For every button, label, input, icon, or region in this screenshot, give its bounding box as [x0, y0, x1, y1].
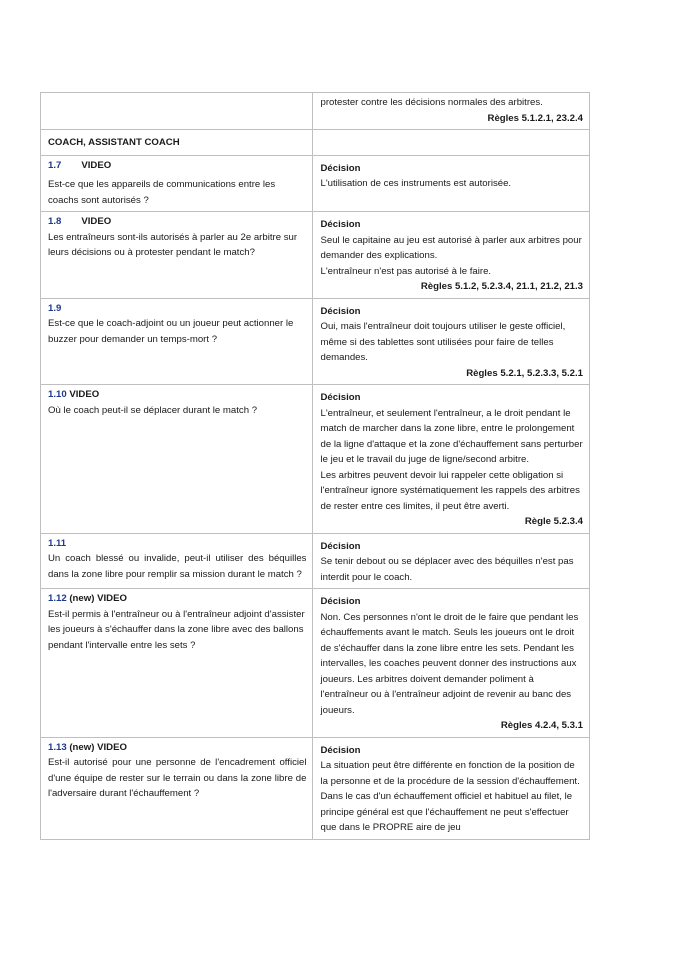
question-text: Est-il permis à l'entraîneur ou à l'entraîneur adjoint d'assister les joueurs à s'échauffer dans la zone libre avec des ballons pendant l'intervalle entre les sets ? [48, 608, 305, 651]
question-number: 1.11 [48, 537, 67, 549]
document-page [40, 92, 590, 840]
rule-reference: Règles 5.2.1, 5.2.3.3, 5.2.1 [466, 367, 583, 379]
answer-text: Non. Ces personnes n'ont le droit de le faire que pendant les échauffements avant le match. Seuls les joueurs ont le droit de s'échauffer dans la zone libre entre les sets. Pendant les intervalles, les coaches peuvent donner des instructions aux joueurs. Les arbitres doivent demander poliment à l'entraîneur ou à l'entraîneur adjoint de revenir au banc des joueurs. [320, 611, 579, 716]
decision-label: Décision [320, 305, 361, 317]
section-row [41, 130, 590, 156]
decision-label: Décision [320, 392, 361, 403]
question-text: Un coach blessé ou invalide, peut-il utiliser des béquilles dans la zone libre pour remplir sa mission durant le match ? [48, 553, 307, 580]
rule-reference: Règle 5.2.3.4 [524, 516, 583, 527]
answer-text: La situation peut être différente en fonction de la position de la personne et de la procédure de la session d'échauffement. [320, 760, 580, 787]
answer-cell [313, 737, 590, 839]
decision-label: Décision [320, 219, 361, 230]
section-title: COACH, ASSISTANT COACH [41, 130, 313, 156]
answer-cell [313, 533, 590, 589]
question-number: 1.9 [48, 302, 62, 314]
answer-text: Seul le capitaine au jeu est autorisé à parler aux arbitres pour demander des explications. [320, 234, 582, 261]
answer-cell [313, 212, 590, 299]
answer-text: L'entraîneur n'est pas autorisé à le faire. [320, 265, 492, 277]
question-number: 1.12 [48, 593, 67, 604]
question-number: 1.10 [48, 389, 67, 400]
table-row [41, 93, 590, 130]
table-row [41, 737, 590, 839]
question-cell [41, 155, 313, 212]
question-text: Où le coach peut-il se déplacer durant le match ? [48, 404, 258, 416]
table-row [41, 589, 590, 738]
question-number: 1.13 [48, 741, 67, 753]
answer-text: Se tenir debout ou se déplacer avec des béquilles n'est pas interdit pour le coach. [320, 556, 574, 583]
answer-cell [313, 130, 590, 156]
answer-text: Les arbitres peuvent devoir lui rappeler cette obligation si l'entraîneur ignore systématiquement les rappels des arbitres de rester entre ces limites, il peut être averti. [320, 469, 580, 512]
question-number: 1.8 [48, 216, 62, 227]
question-tag: VIDEO [69, 389, 100, 400]
question-text: Est-ce que les appareils de communications entre les coachs sont autorisés ? [48, 179, 276, 206]
answer-cell [313, 385, 590, 534]
table-row [41, 298, 590, 385]
decision-label: Décision [320, 744, 361, 756]
rules-table [40, 92, 590, 840]
question-text: Les entraîneurs sont-ils autorisés à parler au 2e arbitre sur leurs décisions ou à protester pendant le match? [48, 231, 298, 258]
answer-text: Dans le cas d'un échauffement officiel et habituel au filet, le principe général est que l'échauffement ne peut s'effectuer que dans le PROPRE aire de jeu [320, 791, 573, 833]
question-tag: (new) VIDEO [69, 741, 127, 753]
question-cell [41, 737, 313, 839]
answer-cell [313, 155, 590, 212]
table-row [41, 385, 590, 534]
answer-text: L'entraîneur, et seulement l'entraîneur, a le droit pendant le match de marcher dans la zone libre, entre le prolongement de la ligne d'attaque et la zone d'échauffement sans perturber le jeu et le travail du juge de ligne/second arbitre. [320, 407, 583, 465]
table-row [41, 212, 590, 299]
answer-cell [313, 298, 590, 385]
question-text: Est-ce que le coach-adjoint ou un joueur peut actionner le buzzer pour demander un temps-mort ? [48, 318, 294, 345]
question-cell [41, 298, 313, 385]
question-cell [41, 212, 313, 299]
question-tag: (new) VIDEO [69, 593, 127, 604]
rule-reference: Règles 5.1.2, 5.2.3.4, 21.1, 21.2, 21.3 [420, 281, 583, 292]
question-number: 1.7 [48, 159, 62, 171]
question-cell [41, 589, 313, 738]
answer-text: L'utilisation de ces instruments est autorisée. [320, 178, 512, 189]
rule-reference: Règles 5.1.2.1, 23.2.4 [487, 112, 583, 124]
decision-label: Décision [320, 540, 361, 552]
table-row [41, 155, 590, 212]
table-row [41, 533, 590, 589]
answer-text: protester contre les décisions normales des arbitres. [320, 97, 543, 108]
answer-cell [313, 93, 590, 130]
rule-reference: Règles 4.2.4, 5.3.1 [500, 720, 583, 731]
question-tag: VIDEO [81, 159, 112, 171]
decision-label: Décision [320, 162, 361, 174]
question-cell [41, 533, 313, 589]
question-text: Est-il autorisé pour une personne de l'encadrement officiel d'une équipe de rester sur le terrain ou dans la zone libre de l'adversaire durant l'échauffement ? [48, 757, 307, 799]
answer-text: Oui, mais l'entraîneur doit toujours utiliser le geste officiel, même si des tablettes sont utilisées pour faire de telles demandes. [320, 321, 566, 363]
answer-cell [313, 589, 590, 738]
question-cell [41, 385, 313, 534]
decision-label: Décision [320, 596, 361, 607]
question-tag: VIDEO [81, 216, 112, 227]
question-cell [41, 93, 313, 130]
